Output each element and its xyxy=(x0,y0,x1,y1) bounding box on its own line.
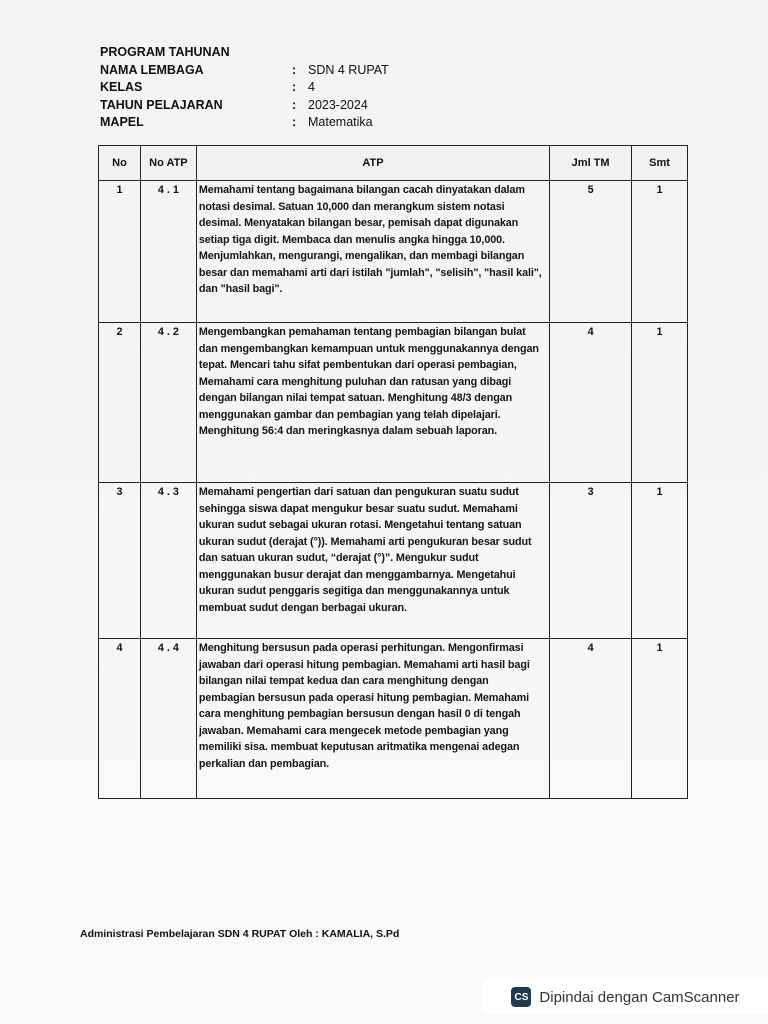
column-header-atp: ATP xyxy=(196,146,549,181)
table-row xyxy=(99,483,688,639)
cell-no: 4 xyxy=(99,639,141,799)
cell-jml-tm: 5 xyxy=(550,181,632,323)
field-value: 4 xyxy=(308,80,315,94)
column-header-no-atp: No ATP xyxy=(140,146,196,181)
field-label: MAPEL xyxy=(100,115,144,129)
cell-smt: 1 xyxy=(632,181,688,323)
watermark-text: Dipindai dengan CamScanner xyxy=(539,988,740,1006)
field-tahun-pelajaran xyxy=(100,97,389,115)
field-kelas xyxy=(100,79,389,97)
camscanner-logo-icon: CS xyxy=(511,987,531,1007)
cell-atp: Mengembangkan pemahaman tentang pembagian bilangan bulat dan mengembangkan kemampuan untuk menggunakannya dengan tepat. Mencari tahu sifat pembentukan dari operasi pembagian, Memahami cara menghitung puluhan dan ratusan yang dibagi dengan bilangan nilai tempat satuan. Menghitung 48/3 dengan menggunakan gambar dan pembagian yang telah dipelajari. Menghitung 56:4 dan meringkasnya dalam sebuah laporan. xyxy=(196,323,549,483)
column-header-no: No xyxy=(99,146,141,181)
colon: : xyxy=(292,115,297,129)
field-label: TAHUN PELAJARAN xyxy=(100,97,223,112)
table-row xyxy=(99,323,688,483)
colon: : xyxy=(292,62,297,77)
cell-no-atp: 4 . 3 xyxy=(140,483,196,639)
cell-no: 2 xyxy=(99,323,141,483)
cell-atp: Memahami tentang bagaimana bilangan cacah dinyatakan dalam notasi desimal. Satuan 10,000 dan merangkum sistem notasi desimal. Menyatakan bilangan besar, pemisah dapat digunakan setiap tiga digit. Membaca dan menulis angka hingga 10,000. Menjumlahkan, mengurangi, mengalikan, dan membagi bilangan besar dan memahami arti dari istilah "jumlah", "selisih", "hasil kali", dan "hasil bagi". xyxy=(196,181,549,323)
colon: : xyxy=(292,97,297,112)
cell-no: 3 xyxy=(99,483,141,639)
cell-no: 1 xyxy=(99,181,141,323)
table-row xyxy=(99,181,688,323)
cell-no-atp: 4 . 4 xyxy=(140,639,196,799)
camscanner-watermark xyxy=(483,980,768,1014)
cell-jml-tm: 4 xyxy=(550,323,632,483)
table-row xyxy=(99,639,688,799)
field-label: KELAS xyxy=(100,80,143,94)
cell-jml-tm: 4 xyxy=(550,639,632,799)
field-label: NAMA LEMBAGA xyxy=(100,62,204,77)
document-header xyxy=(100,44,389,132)
field-value: SDN 4 RUPAT xyxy=(308,62,389,77)
column-header-smt: Smt xyxy=(632,146,688,181)
field-nama-lembaga xyxy=(100,62,389,80)
document-footer: Administrasi Pembelajaran SDN 4 RUPAT Oleh : KAMALIA, S.Pd xyxy=(80,928,400,940)
cell-no-atp: 4 . 1 xyxy=(140,181,196,323)
cell-atp: Menghitung bersusun pada operasi perhitungan. Mengonfirmasi jawaban dari operasi hitung pembagian. Memahami arti hasil bagi bilangan nilai tempat kedua dan cara menghitung dengan pembagian bersusun pada operasi hitung pembagian. Memahami cara menghitung pembagian bersusun dengan hasil 0 di tengah jawaban. Memahami cara mengecek metode pembagian yang memiliki sisa. membuat keputusan aritmatika mengenai adegan perkalian dan pembagian. xyxy=(196,639,549,799)
field-value: 2023-2024 xyxy=(308,97,368,112)
cell-atp: Memahami pengertian dari satuan dan pengukuran suatu sudut sehingga siswa dapat mengukur besar suatu sudut. Memahami ukuran sudut sebagai ukuran rotasi. Mengetahui tentang satuan ukuran sudut (derajat (°)). Memahami arti pengukuran besar sudut dan satuan ukuran sudut, “derajat (°)”. Mengukur sudut menggunakan busur derajat dan menggambarnya. Mengetahui ukuran sudut penggaris segitiga dan menggunakannya untuk membuat sudut dengan berbagai ukuran. xyxy=(196,483,549,639)
table-header-row xyxy=(99,146,688,181)
atp-table xyxy=(98,145,688,799)
cell-smt: 1 xyxy=(632,639,688,799)
cell-smt: 1 xyxy=(632,483,688,639)
program-title: PROGRAM TAHUNAN xyxy=(100,45,230,59)
cell-jml-tm: 3 xyxy=(550,483,632,639)
header-title xyxy=(100,44,389,62)
field-mapel xyxy=(100,114,389,132)
cell-smt: 1 xyxy=(632,323,688,483)
colon: : xyxy=(292,80,297,94)
field-value: Matematika xyxy=(308,115,373,129)
cell-no-atp: 4 . 2 xyxy=(140,323,196,483)
column-header-jml-tm: Jml TM xyxy=(550,146,632,181)
